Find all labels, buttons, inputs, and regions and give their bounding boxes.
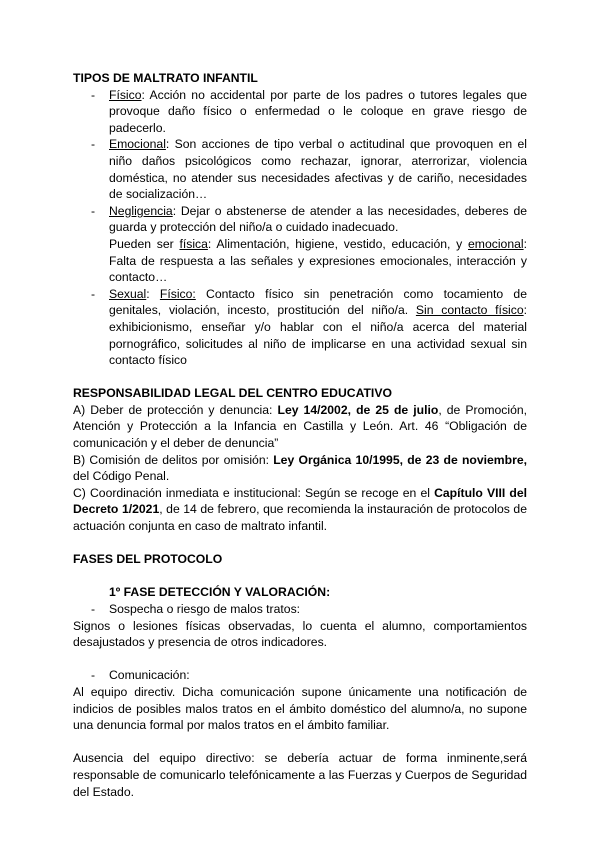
list-item-sexual [109, 286, 527, 369]
label-fisico: Físico [109, 87, 142, 102]
text-pueden-ser: Pueden ser [109, 236, 180, 251]
comunicacion-text: Al equipo directiv. Dicha comunicación supone únicamente una notificación de indicios de posibles malos tratos en el ámbito doméstico del alumno/a, no supone una denuncia formal por malos tratos en el ámbito familiar. [73, 684, 527, 733]
label-sexual: Sexual [109, 286, 147, 301]
text-falta-respuesta: : Falta de respuesta a las señales y expresiones emocionales, interacción y contacto… [109, 236, 527, 285]
a-pre: A) Deber de protección y denuncia: [73, 402, 278, 417]
list-item-negligencia [109, 203, 527, 286]
label-negligencia: Negligencia [109, 203, 173, 218]
sospecha-text: Signos o lesiones físicas observadas, lo cuenta el alumno, comportamientos desajustados y presencia de otros indicadores. [73, 618, 527, 650]
a-post: , de Promoción, Atención y Protección a la Infancia en Castilla y León. Art. 46 “Obligación de comunicación y el deber de denuncia” [73, 402, 528, 451]
fases-heading: FASES DEL PROTOCOLO [73, 552, 223, 567]
paragraph-a [73, 402, 527, 452]
text-exhibicionismo: : exhibicionismo, enseñar y/o hablar con el niño/a acerca del material pornográfico, solicitudes al niño de implicarse en una actividad sexual sin contacto físico [109, 303, 528, 368]
list-item-sospecha: - Sospecha o riesgo de malos tratos: [109, 601, 527, 618]
label-emocional: Emocional [109, 137, 166, 152]
text-alimentacion: : Alimentación, higiene, vestido, educación, y [207, 236, 469, 251]
document-page [73, 70, 527, 800]
label-emocional-2: emocional [468, 236, 524, 251]
text-emocional: : Son acciones de tipo verbal o actitudinal que provoquen en el niño daños psicológicos como rechazar, ignorar, aterrorizar, violencia doméstica, no atender sus necesidades afectivas y de cariño, necesidades de socialización… [109, 137, 527, 202]
paragraph-c [73, 485, 527, 535]
text-fisico: : Acción no accidental por parte de los padres o tutores legales que provoque daño físico o enfermedad o le coloque en grave riesgo de padecerlo. [109, 87, 527, 135]
list-item-comunicacion: - Comunicación: [109, 667, 527, 684]
tipos-list [73, 87, 527, 369]
label-fisica: física [179, 236, 208, 251]
comunicacion-list [73, 667, 527, 684]
responsabilidad-heading: RESPONSABILIDAD LEGAL DEL CENTRO EDUCATIVO [73, 386, 392, 401]
b-pre: B) Comisión de delitos por omisión: [73, 452, 274, 467]
list-item-emocional [109, 136, 527, 202]
sep-sexual: : [146, 286, 160, 301]
b-post: del Código Penal. [73, 469, 170, 484]
c-post: , de 14 de febrero, que recomienda la instauración de protocolos de actuación conjunta en caso de maltrato infantil. [73, 502, 527, 534]
text-contacto-fisico: Contacto físico sin penetración como tocamiento de genitales, violación, incesto, prostitución del niño/a. [109, 286, 527, 318]
text-negligencia: : Dejar o abstenerse de atender a las necesidades, deberes de guarda y protección del niño/a o cuidado inadecuado. [109, 203, 527, 235]
label-sin-contacto: Sin contacto físico [415, 303, 524, 318]
sospecha-list [73, 601, 527, 618]
list-item-fisico [109, 87, 527, 137]
ausencia-text: Ausencia del equipo directivo: se debería actuar de forma inminente,será responsable de comunicarlo telefónicamente a las Fuerzas y Cuerpos de Seguridad del Estado. [73, 751, 527, 799]
fase-subheading: 1º FASE DETECCIÓN Y VALORACIÓN: [109, 585, 331, 600]
c-bold: Capítulo VIII del Decreto 1/2021 [73, 485, 527, 517]
tipos-heading: TIPOS DE MALTRATO INFANTIL [73, 71, 258, 85]
c-pre: C) Coordinación inmediata e institucional: Según se recoge en el [73, 485, 435, 500]
b-bold: Ley Orgánica 10/1995, de 23 de noviembre, [273, 452, 527, 467]
paragraph-b [73, 452, 527, 485]
a-bold: Ley 14/2002, de 25 de julio [277, 402, 439, 417]
label-fisico-sexual: Físico: [159, 286, 196, 301]
